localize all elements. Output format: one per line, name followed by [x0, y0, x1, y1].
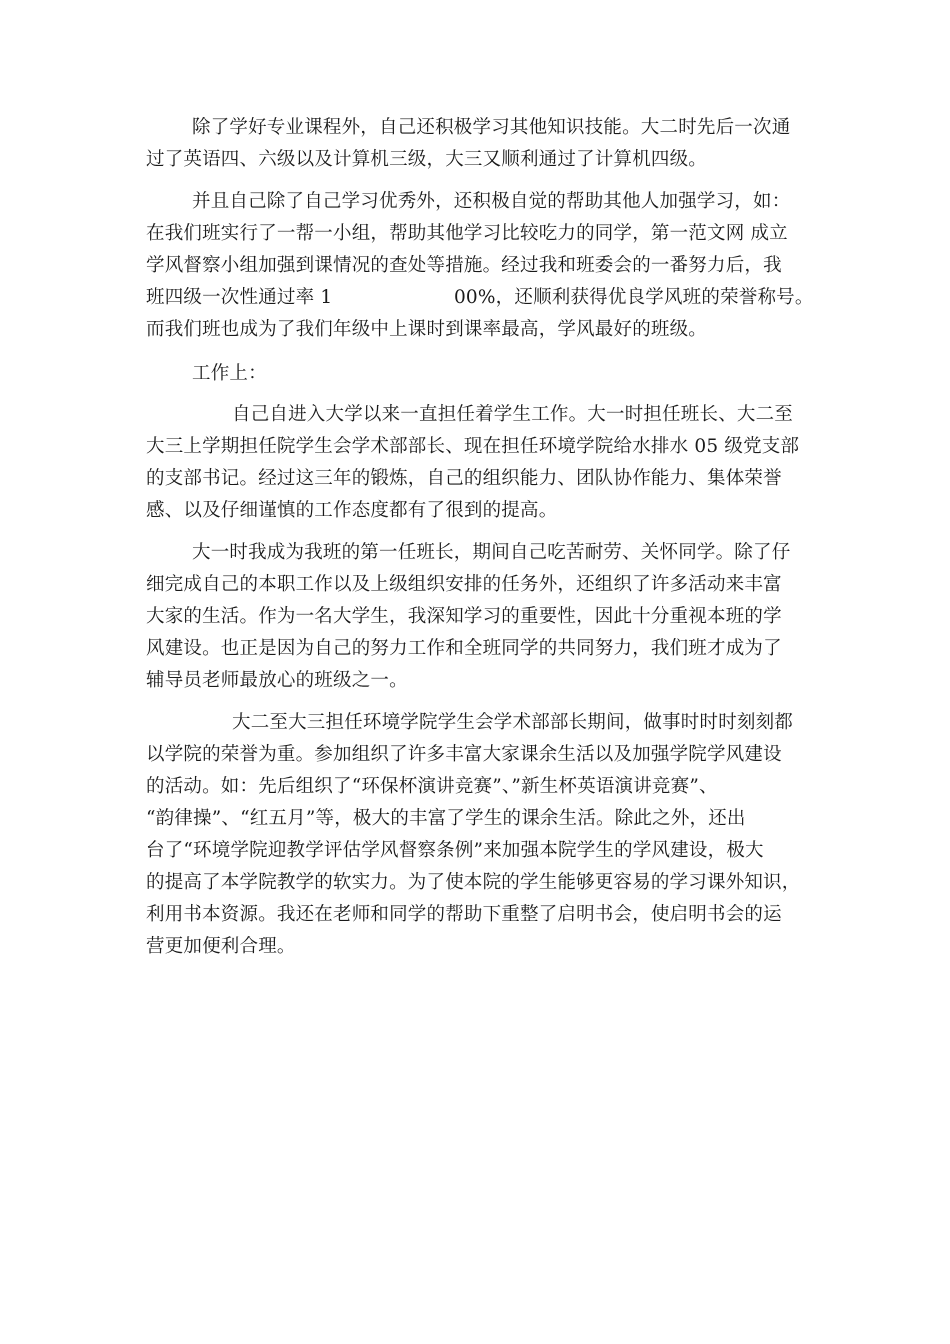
text-line: 台了“环境学院迎教学评估学风督察条例”来加强本院学生的学风建设，极大: [146, 840, 764, 861]
text-line: 大一时我成为我班的第一任班长，期间自己吃苦耐劳、关怀同学。除了仔: [192, 542, 791, 563]
text-line: 的活动。如：先后组织了“环保杯演讲竞赛”、”新生杯英语演讲竞赛”、: [146, 776, 718, 797]
text-line: 班四级一次性通过率 1 00%，还顺利获得优良学风班的荣誉称号。: [146, 287, 814, 308]
text-line: 的提高了本学院教学的软实力。为了使本院的学生能够更容易的学习课外知识，: [146, 872, 801, 893]
text-line: 并且自己除了自己学习优秀外，还积极自觉的帮助其他人加强学习，如：: [192, 191, 791, 212]
text-line: 除了学好专业课程外，自己还积极学习其他知识技能。大二时先后一次通: [192, 117, 791, 138]
text-line: 辅导员老师最放心的班级之一。: [146, 670, 408, 691]
text-line: 的支部书记。经过这三年的锻炼，自己的组织能力、团队协作能力、集体荣誉: [146, 468, 782, 489]
text-line: 自己自进入大学以来一直担任着学生工作。大一时担任班长、大二至: [232, 404, 794, 425]
text-line: 过了英语四、六级以及计算机三级，大三又顺利通过了计算机四级。: [146, 149, 708, 170]
text-line: “韵律操”、“红五月”等，极大的丰富了学生的课余生活。除此之外，还出: [146, 808, 746, 829]
text-line: 在我们班实行了一帮一小组，帮助其他学习比较吃力的同学，第一范文网 成立: [146, 223, 788, 244]
text-line: 工作上：: [192, 363, 267, 384]
text-line: 风建设。也正是因为自己的努力工作和全班同学的共同努力，我们班才成为了: [146, 638, 782, 659]
text-line: 利用书本资源。我还在老师和同学的帮助下重整了启明书会，使启明书会的运: [146, 904, 782, 925]
text-line: 学风督察小组加强到课情况的查处等措施。经过我和班委会的一番努力后，我: [146, 255, 782, 276]
text-line: 大三上学期担任院学生会学术部部长、现在担任环境学院给水排水 05 级党支部: [146, 436, 800, 457]
text-line: 而我们班也成为了我们年级中上课时到课率最高，学风最好的班级。: [146, 319, 708, 340]
text-line: 以学院的荣誉为重。参加组织了许多丰富大家课余生活以及加强学院学风建设: [146, 744, 782, 765]
text-line: 感、以及仔细谨慎的工作态度都有了很到的提高。: [146, 500, 558, 521]
text-line: 营更加便利合理。: [146, 936, 296, 957]
text-line: 大二至大三担任环境学院学生会学术部部长期间，做事时时时刻刻都: [232, 712, 794, 733]
text-line: 大家的生活。作为一名大学生，我深知学习的重要性，因此十分重视本班的学: [146, 606, 782, 627]
text-line: 细完成自己的本职工作以及上级组织安排的任务外，还组织了许多活动来丰富: [146, 574, 782, 595]
